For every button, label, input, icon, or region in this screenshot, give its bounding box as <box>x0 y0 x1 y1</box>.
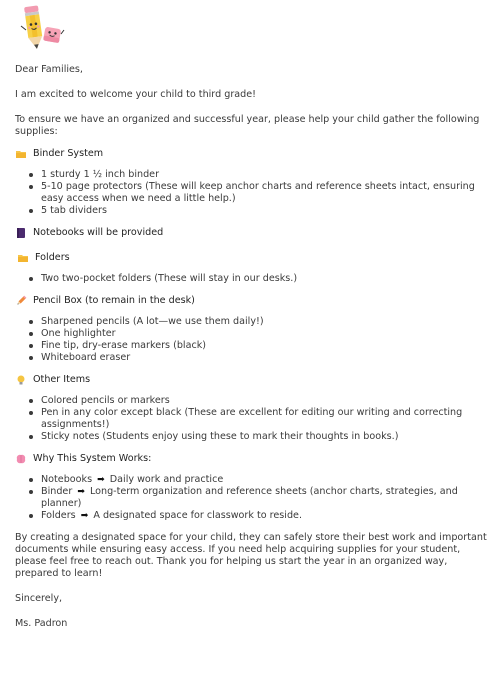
folder-icon <box>15 148 27 160</box>
signature: Ms. Padron <box>15 618 68 629</box>
list-item: 5-10 page protectors (These will keep anchor charts and reference sheets intact, ensuring easy access when we need a little help.) <box>41 181 493 205</box>
list-item: Sharpened pencils (A lot—we use them daily!) <box>41 316 493 328</box>
section-why-system-works <box>15 453 493 465</box>
list-item: Folders ➡ A designated space for classwork to reside. <box>41 510 493 522</box>
letter-body <box>15 64 493 630</box>
list-item: 5 tab dividers <box>41 205 493 217</box>
arrow-right-icon: ➡ <box>77 487 85 497</box>
list-item: Fine tip, dry-erase markers (black) <box>41 340 493 352</box>
list-item: Whiteboard eraser <box>41 352 493 364</box>
section-heading-text: Why This System Works: <box>33 453 152 464</box>
list-item: Sticky notes (Students enjoy using these to mark their thoughts in books.) <box>41 431 493 443</box>
section-heading-text: Pencil Box (to remain in the desk) <box>33 295 195 306</box>
other-items-list <box>15 395 493 443</box>
section-other-items <box>15 374 493 386</box>
closing-paragraph: By creating a designated space for your child, they can safely store their best work and important documents while ensuring easy access. If you need help acquiring supplies for your student, please feel free to reach out. Thank you for helping us start the year in an organized way, prepared to learn! <box>15 532 487 579</box>
section-binder-system <box>15 148 493 160</box>
pencil-box-list <box>15 316 493 364</box>
section-heading-text: Other Items <box>33 374 91 385</box>
list-item: Notebooks ➡ Daily work and practice <box>41 474 493 486</box>
list-item: 1 sturdy 1 ½ inch binder <box>41 169 493 181</box>
list-item: Two two-pocket folders (These will stay in our desks.) <box>41 273 493 285</box>
list-item: Binder ➡ Long-term organization and reference sheets (anchor charts, strategies, and planner) <box>41 486 493 510</box>
list-item: Colored pencils or markers <box>41 395 493 407</box>
pencil-icon <box>15 295 27 307</box>
pencil-eraser-mascot-icon <box>17 4 65 52</box>
binder-list <box>15 169 493 217</box>
arrow-right-icon: ➡ <box>80 511 89 521</box>
why-list <box>15 474 493 522</box>
notebook-icon <box>15 227 27 239</box>
intro-paragraph: I am excited to welcome your child to third grade! <box>15 89 256 100</box>
section-heading-text: Binder System <box>33 148 104 159</box>
greeting: Dear Families, <box>15 64 83 75</box>
lightbulb-icon <box>15 374 27 386</box>
section-heading-text: Notebooks will be provided <box>33 227 164 238</box>
section-pencil-box <box>15 295 493 307</box>
arrow-right-icon: ➡ <box>97 475 105 485</box>
section-heading-text: Folders <box>35 252 70 263</box>
signoff: Sincerely, <box>15 593 63 604</box>
list-item: Pen in any color except black (These are excellent for editing our writing and correcting assignments!) <box>41 407 493 431</box>
folder-icon <box>17 252 29 264</box>
brain-icon <box>15 453 27 465</box>
section-folders <box>15 252 493 264</box>
list-item: One highlighter <box>41 328 493 340</box>
section-notebooks <box>15 227 493 239</box>
request-paragraph: To ensure we have an organized and successful year, please help your child gather the following supplies: <box>15 114 480 137</box>
folders-list <box>15 273 493 285</box>
